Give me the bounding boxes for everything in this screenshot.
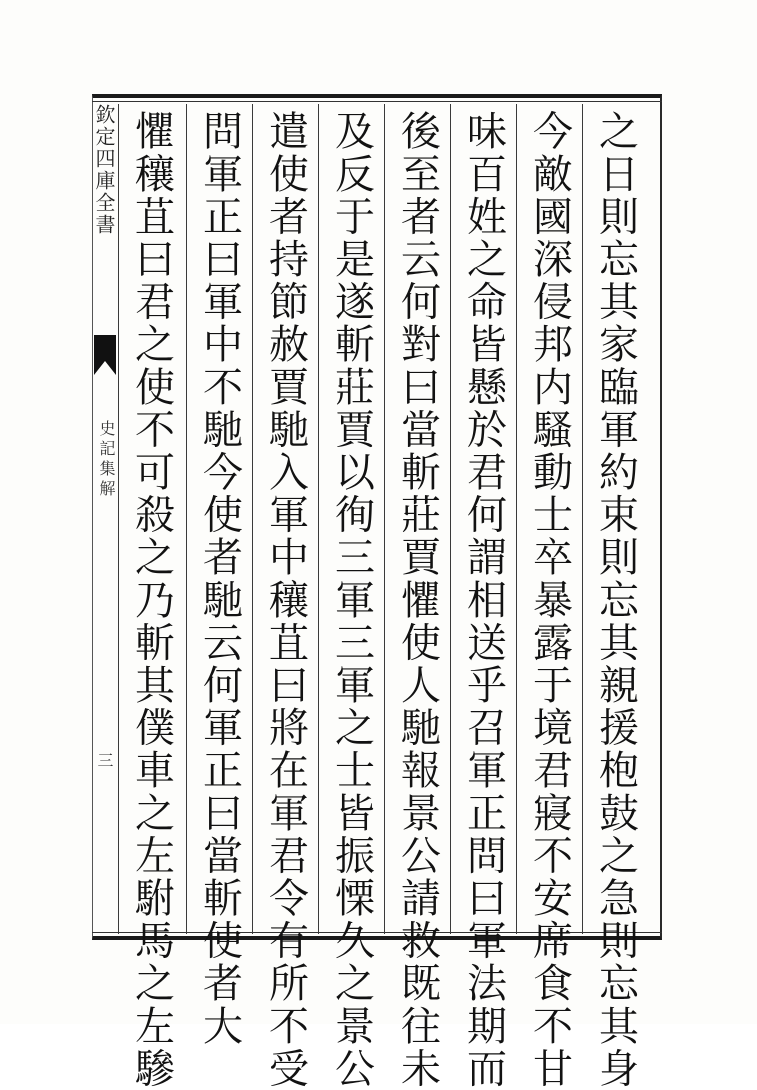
column-text: 之日則忘其家臨軍約束則忘其親援枹鼓之急則忘其身 (592, 110, 639, 1090)
column-text: 味百姓之命皆懸於君何謂相送乎召軍正問曰軍法期而 (460, 110, 507, 1090)
column-text: 問軍正曰軍中不馳今使者馳云何軍正曰當斬使者大 (196, 110, 243, 1048)
text-column-2 (516, 104, 582, 1090)
text-column-5 (318, 104, 384, 1090)
text-column-8 (118, 104, 184, 1090)
column-text: 懼穰苴曰君之使不可殺之乃斬其僕車之左駙馬之左驂 (128, 110, 175, 1090)
book-title: 史記集解 (97, 420, 116, 500)
column-text: 今敵國深侵邦内騷動士卒暴露于境君寢不安席食不甘 (526, 110, 573, 1090)
column-text: 後至者云何對曰當斬莊賈懼使人馳報景公請救既往未 (394, 110, 441, 1090)
inner-top-rule (92, 101, 662, 102)
text-column-7 (186, 104, 252, 1048)
text-column-4 (384, 104, 450, 1090)
series-title: 欽定四庫全書 (92, 104, 116, 236)
text-column-6 (252, 104, 318, 1090)
page-number: 三 (95, 752, 114, 768)
column-text: 遣使者持節赦賈馳入軍中穰苴曰將在軍君令有所不受 (262, 110, 309, 1090)
text-column-3 (450, 104, 516, 1090)
column-text: 及反于是遂斬莊賈以徇三軍三軍之士皆振慄久之景公 (328, 110, 375, 1090)
text-column-1 (582, 104, 648, 1090)
